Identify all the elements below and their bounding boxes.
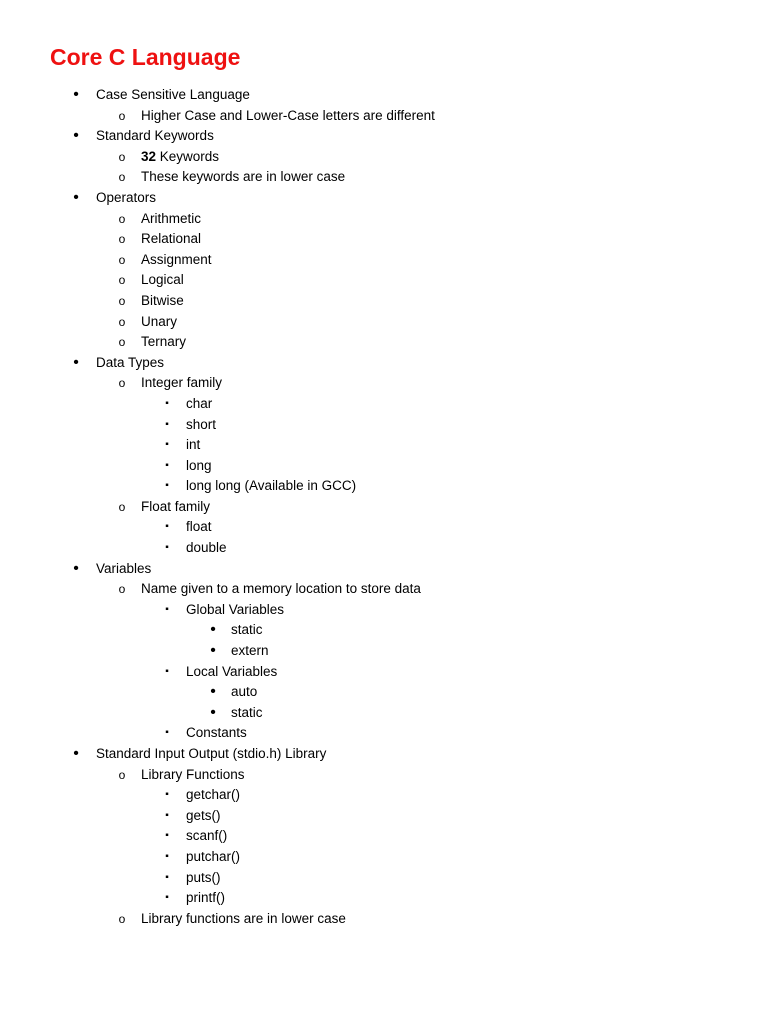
list-item-text: int [186,437,201,453]
list-item-text: Global Variables [186,601,285,617]
list-item-level-3 [0,847,768,868]
list-item-text: char [186,395,213,411]
bullet-marker: ▪ [165,439,169,451]
list-item-level-2 [0,765,768,786]
list-item-text: puts() [186,869,221,885]
list-item-level-4 [0,682,768,703]
list-item-level-2 [0,106,768,127]
list-item-text [141,147,219,168]
list-item-text: Assignment [141,251,212,267]
list-item-level-3 [0,517,768,538]
list-item-text: double [186,540,227,556]
list-item-text: Name given to a memory location to store data [141,581,421,597]
bullet-marker: o [118,211,126,226]
list-item-text: Standard Keywords [96,128,214,144]
bullet-marker: o [118,911,126,926]
list-item-level-2 [0,332,768,353]
bullet-marker: ▪ [165,871,169,883]
bullet-marker: o [118,582,126,597]
list-item-text: Logical [141,272,184,288]
list-item-level-2 [0,167,768,188]
bullet-marker: ▪ [165,850,169,862]
bullet-marker: o [118,232,126,247]
list-item-level-2 [0,229,768,250]
list-item-level-1 [0,559,768,580]
bullet-marker: ▪ [165,480,169,492]
list-item-level-3 [0,476,768,497]
bullet-marker: o [118,335,126,350]
list-item-level-3 [0,806,768,827]
bullet-marker: ▪ [165,418,169,430]
list-item-text: Operators [96,189,157,205]
list-item-text: auto [231,684,258,700]
list-item-level-3 [0,662,768,683]
bullet-marker: o [118,149,126,164]
list-item-level-2 [0,291,768,312]
list-item-text: Constants [186,725,247,741]
bullet-marker: ▪ [165,459,169,471]
list-item-text: putchar() [186,848,241,864]
bullet-marker: • [210,703,216,721]
list-item-text: Library Functions [141,766,245,782]
bullet-marker: • [73,745,79,762]
list-item-level-2 [0,373,768,394]
bullet-marker: o [118,293,126,308]
bullet-marker: o [118,252,126,267]
list-item-level-1 [0,188,768,209]
list-item-text: Relational [141,231,202,247]
list-item-level-1 [0,126,768,147]
list-item-text: extern [231,643,269,659]
bullet-marker: • [210,683,216,701]
list-item-level-3 [0,888,768,909]
bullet-marker: ▪ [165,809,169,821]
bullet-marker: • [73,353,79,371]
bullet-marker: o [118,273,126,288]
bullet-marker: ▪ [165,397,169,409]
list-item-level-3 [0,600,768,621]
list-item-level-4 [0,620,768,641]
list-item-text: Variables [96,560,152,576]
list-item-level-2 [0,209,768,230]
list-item-text: Higher Case and Lower-Case letters are different [141,107,435,123]
list-item-text-rest: Keywords [156,148,220,164]
list-item-text: Float family [141,498,211,514]
bullet-marker: o [118,170,126,185]
bullet-marker: • [210,642,216,660]
list-item-text: Data Types [96,354,165,370]
list-item-text: float [186,519,212,535]
page-title: Core C Language [50,44,241,70]
list-item-level-2 [0,579,768,600]
list-item-level-4 [0,703,768,724]
list-item-text: These keywords are in lower case [141,169,346,185]
list-item-level-2 [0,497,768,518]
list-item-level-3 [0,723,768,744]
list-item-level-3 [0,826,768,847]
list-item-text: Bitwise [141,292,184,308]
list-item-level-3 [0,538,768,559]
list-item-level-2 [0,250,768,271]
list-item-level-1 [0,744,768,765]
list-item-text: Ternary [141,334,187,350]
list-item-text: long [186,457,212,473]
list-item-level-4 [0,641,768,662]
list-item-text: static [231,704,263,720]
list-item-text: long long (Available in GCC) [186,478,357,494]
bullet-marker: ▪ [165,830,169,842]
bullet-marker: ▪ [165,603,169,615]
bullet-marker: ▪ [165,789,169,801]
bullet-marker: o [118,499,126,514]
list-item-level-2 [0,147,768,168]
bullet-outline [0,85,768,929]
list-item-text: scanf() [186,828,228,844]
bullet-marker: ▪ [165,727,169,739]
list-item-level-3 [0,785,768,806]
list-item-text: Library functions are in lower case [141,910,346,926]
list-item-text: short [186,416,217,432]
bullet-marker: o [118,767,126,782]
list-item-text: Arithmetic [141,210,202,226]
bullet-marker: ▪ [165,892,169,904]
bullet-marker: ▪ [165,521,169,533]
bullet-marker: ▪ [165,542,169,554]
bullet-marker: • [73,86,79,103]
list-item-text: Standard Input Output (stdio.h) Library [96,746,327,761]
list-item-level-3 [0,868,768,889]
bullet-marker: ▪ [165,665,169,677]
list-item-level-2 [0,909,768,930]
list-item-text: gets() [186,807,221,823]
list-item-level-3 [0,415,768,436]
bullet-marker: • [210,621,216,639]
list-item-level-3 [0,456,768,477]
list-item-level-3 [0,394,768,415]
bullet-marker: • [73,559,79,577]
list-item-text: printf() [186,890,226,906]
list-item-text: getchar() [186,787,241,803]
bullet-marker: • [73,188,79,206]
bullet-marker: o [118,314,126,329]
list-item-text: Case Sensitive Language [96,87,250,102]
bullet-marker: o [118,376,126,391]
list-item-level-2 [0,270,768,291]
list-item-text: Local Variables [186,663,278,679]
list-item-level-3 [0,435,768,456]
bullet-marker: o [118,108,126,123]
bold-number: 32 [141,148,157,164]
list-item-level-1 [0,85,768,106]
list-item-text: Unary [141,313,178,329]
list-item-text: Integer family [141,375,223,391]
list-item-level-1 [0,353,768,374]
list-item-text: static [231,622,263,638]
bullet-marker: • [73,127,79,145]
list-item-level-2 [0,312,768,333]
